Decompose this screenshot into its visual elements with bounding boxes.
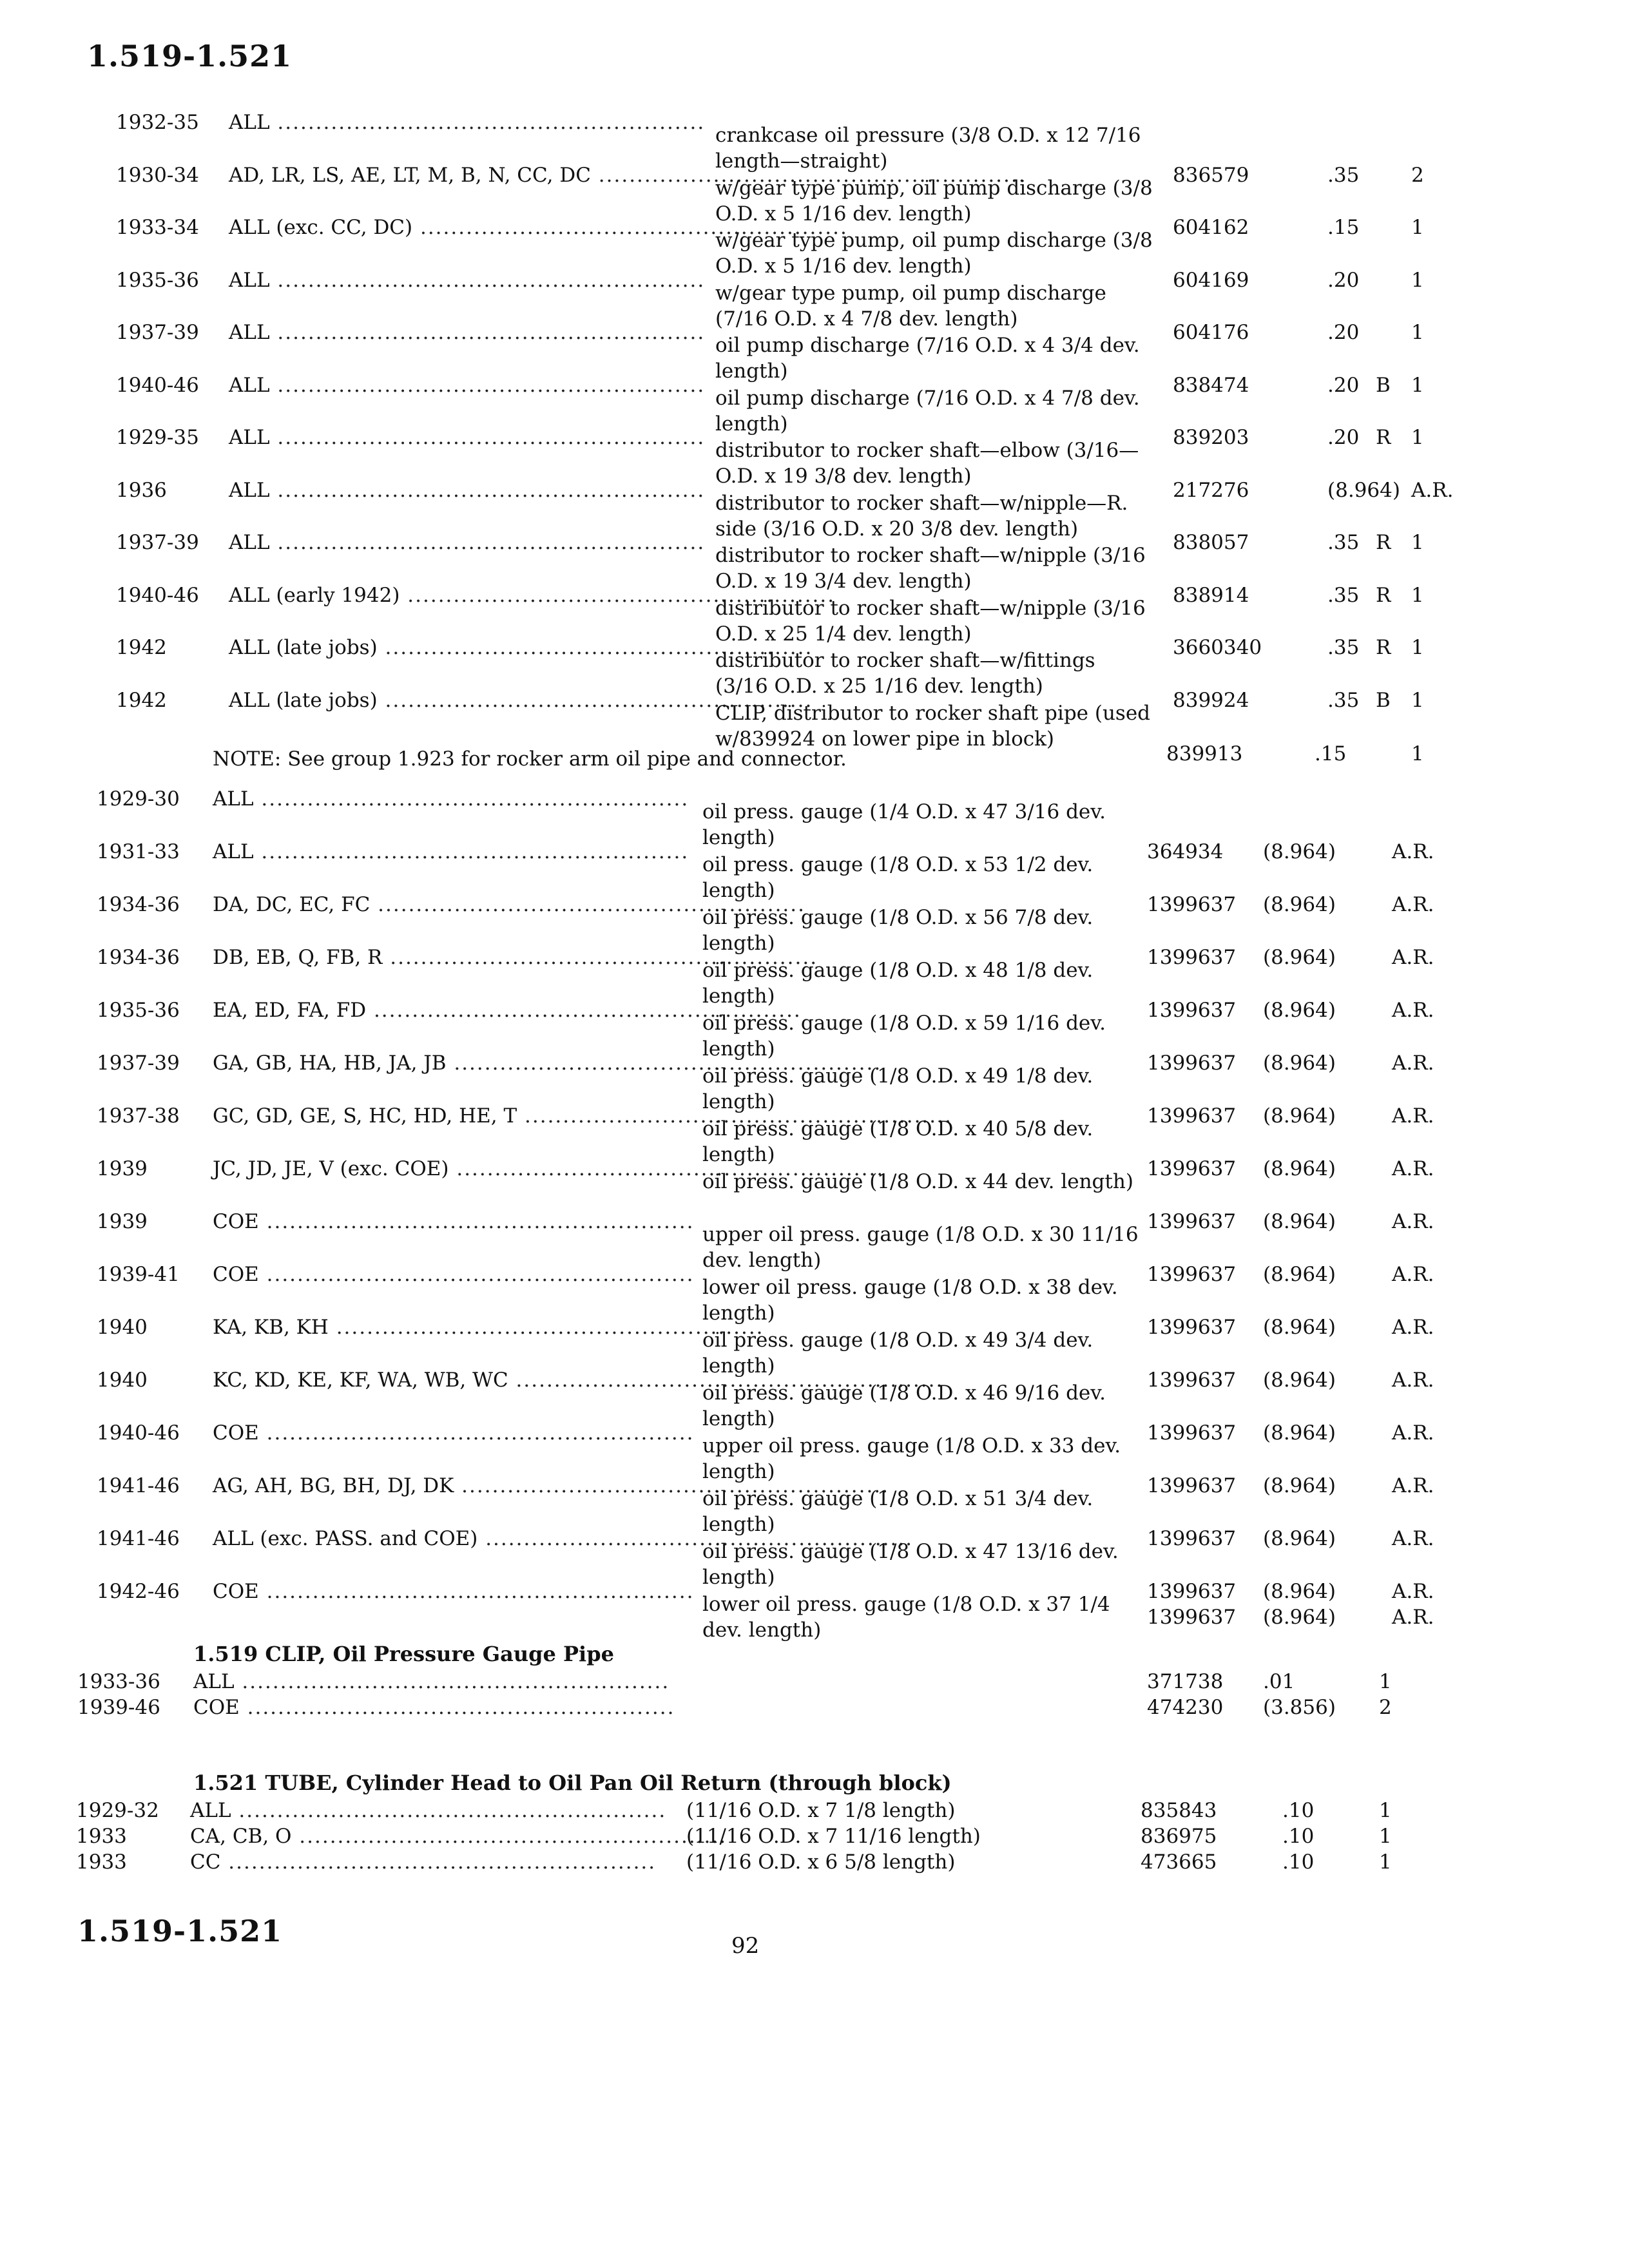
g1521-price: .10	[1282, 1850, 1315, 1874]
b-price: (8.964)	[1263, 1104, 1336, 1128]
a-year: 1942	[116, 688, 167, 712]
b-price: (8.964)	[1263, 1052, 1336, 1075]
a-description: w/gear type pump, oil pump discharge (3/8 O.D. x 5 1/16 dev. length)	[715, 229, 1153, 278]
b-description: oil press. gauge (1/8 O.D. x 53 1/2 dev. length)	[702, 853, 1094, 902]
a-row	[0, 687, 1629, 751]
b-part-number: 364934	[1147, 840, 1224, 863]
b-models: ALL .....	[213, 839, 689, 865]
g1519-models: COE .....	[193, 1695, 675, 1720]
b-price: (8.964)	[1263, 1527, 1336, 1550]
g1519-price: .01	[1263, 1670, 1295, 1693]
b-price: (8.964)	[1263, 1316, 1336, 1339]
b-models: DA, DC, EC, FC .....	[213, 892, 805, 918]
a-qty: 1	[1411, 373, 1424, 397]
a-row	[0, 215, 1629, 278]
b-models: KC, KD, KE, KF, WA, WB, WC .....	[213, 1367, 943, 1393]
b-description: oil press. gauge (1/8 O.D. x 51 3/4 dev. length)	[702, 1487, 1094, 1536]
b-year: 1941-46	[97, 1527, 180, 1550]
g1521-description: (11/16 O.D. x 6 5/8 length)	[686, 1850, 956, 1874]
a-code: R	[1376, 583, 1391, 607]
a-description: CLIP, distributor to rocker shaft pipe (used w/839924 on lower pipe in block)	[715, 701, 1151, 751]
b-year: 1929-30	[97, 787, 180, 811]
b-price: (8.964)	[1263, 1421, 1336, 1445]
a-year: 1932-35	[116, 111, 199, 134]
a-code: R	[1376, 636, 1391, 659]
b-models: GA, GB, HA, HB, JA, JB .....	[213, 1050, 882, 1076]
b-qty: A.R.	[1392, 1157, 1434, 1180]
a-qty: A.R.	[1411, 478, 1454, 502]
b-part-number: 1399637	[1147, 1527, 1237, 1550]
a-row	[0, 635, 1629, 698]
b-part-number: 1399637	[1147, 1369, 1237, 1392]
b-row	[0, 997, 1629, 1061]
page-number: 92	[731, 1933, 760, 1959]
b-part-number: 1399637	[1147, 1157, 1237, 1180]
b-description: oil press. gauge (1/4 O.D. x 47 3/16 dev. length)	[702, 800, 1106, 849]
g1521-description: (11/16 O.D. x 7 1/8 length)	[686, 1799, 956, 1822]
a-year: 1940-46	[116, 373, 199, 397]
a-qty: 1	[1411, 531, 1424, 554]
a-qty: 1	[1411, 426, 1424, 449]
a-row	[0, 267, 1629, 331]
b-year: 1935-36	[97, 999, 180, 1022]
a-price: (8.964)	[1327, 478, 1400, 502]
b-year: 1940	[97, 1369, 148, 1392]
b-models: COE .....	[213, 1262, 694, 1287]
a-description: w/gear type pump, oil pump discharge (7/16 O.D. x 4 7/8 dev. length)	[715, 281, 1106, 331]
a-year: 1933-34	[116, 216, 199, 239]
b-qty: A.R.	[1392, 1369, 1434, 1392]
b-qty: A.R.	[1392, 1527, 1434, 1550]
b-price: (8.964)	[1263, 1157, 1336, 1180]
b-qty: A.R.	[1392, 1052, 1434, 1075]
b-row	[0, 786, 1629, 849]
b-row	[0, 892, 1629, 955]
a-qty: 1	[1411, 688, 1424, 712]
b-row	[0, 1103, 1629, 1166]
b-qty: A.R.	[1392, 840, 1434, 863]
b-price: (8.964)	[1263, 1210, 1336, 1233]
b-row	[0, 1209, 1629, 1272]
b-part-number: 1399637	[1147, 999, 1237, 1022]
b-qty: A.R.	[1392, 999, 1434, 1022]
a-row	[0, 372, 1629, 436]
b-part-number: 1399637	[1147, 1474, 1237, 1497]
b-price: (8.964)	[1263, 1474, 1336, 1497]
g1519-row	[0, 1669, 1629, 1695]
a-price: .35	[1327, 583, 1360, 607]
a-description: distributor to rocker shaft—w/nipple (3/16 O.D. x 25 1/4 dev. length)	[715, 596, 1146, 646]
a-qty: 1	[1411, 268, 1424, 292]
a-part-number: 604176	[1173, 321, 1249, 344]
a-models: ALL (late jobs) .....	[229, 635, 813, 660]
b-part-number: 1399637	[1147, 1580, 1237, 1603]
a-description: distributor to rocker shaft—w/nipple (3/16 O.D. x 19 3/4 dev. length)	[715, 544, 1146, 593]
a-price: .15	[1327, 216, 1360, 239]
b-row	[0, 1579, 1629, 1642]
last-b-qty: A.R.	[1392, 1606, 1434, 1629]
g1521-year: 1933	[76, 1850, 127, 1874]
last-b-part: 1399637	[1147, 1606, 1237, 1629]
a-part-number: 838474	[1173, 373, 1249, 397]
last-b-price: (8.964)	[1263, 1606, 1336, 1629]
a-description: distributor to rocker shaft—w/fittings (3/16 O.D. x 25 1/16 dev. length)	[715, 649, 1095, 698]
b-description: oil press. gauge (1/8 O.D. x 59 1/16 dev. length)	[702, 1012, 1106, 1061]
a-year: 1930-34	[116, 163, 199, 187]
b-price: (8.964)	[1263, 893, 1336, 916]
a-price: .35	[1327, 688, 1360, 712]
a-part-number: 217276	[1173, 478, 1249, 502]
a-year: 1942	[116, 636, 167, 659]
b-price: (8.964)	[1263, 1580, 1336, 1603]
g1521-price: .10	[1282, 1825, 1315, 1848]
clip-price: .15	[1315, 742, 1347, 765]
a-year: 1935-36	[116, 268, 199, 292]
a-qty: 1	[1411, 583, 1424, 607]
a-price: .35	[1327, 163, 1360, 187]
g1521-year: 1933	[76, 1825, 127, 1848]
a-price: .20	[1327, 373, 1360, 397]
b-qty: A.R.	[1392, 1316, 1434, 1339]
b-row	[0, 1314, 1629, 1378]
a-qty: 2	[1411, 163, 1424, 187]
a-year: 1929-35	[116, 426, 199, 449]
b-row	[0, 839, 1629, 902]
a-description: w/gear type pump, oil pump discharge (3/8 O.D. x 5 1/16 dev. length)	[715, 176, 1153, 226]
g1521-models: CA, CB, O .....	[190, 1823, 727, 1849]
b-qty: A.R.	[1392, 1263, 1434, 1286]
b-description: oil press. gauge (1/8 O.D. x 44 dev. length)	[702, 1170, 1133, 1193]
a-description: distributor to rocker shaft—w/nipple—R. side (3/16 O.D. x 20 3/8 dev. length)	[715, 491, 1128, 541]
a-description: distributor to rocker shaft—elbow (3/16—O.D. x 19 3/8 dev. length)	[715, 439, 1139, 488]
b-description: oil press. gauge (1/8 O.D. x 46 9/16 dev. length)	[702, 1381, 1106, 1430]
a-qty: 1	[1411, 321, 1424, 344]
g1519-qty: 2	[1379, 1696, 1392, 1719]
b-models: GC, GD, GE, S, HC, HD, HE, T .....	[213, 1103, 952, 1129]
g1521-row	[0, 1798, 1629, 1823]
a-qty: 1	[1411, 636, 1424, 659]
a-year: 1936	[116, 478, 167, 502]
a-row	[0, 110, 1629, 173]
last-b-row	[0, 1604, 1629, 1630]
b-description: oil press. gauge (1/8 O.D. x 49 3/4 dev. length)	[702, 1329, 1094, 1378]
a-part-number: 836579	[1173, 163, 1249, 187]
b-models: AG, AH, BG, BH, DJ, DK .....	[213, 1473, 889, 1499]
a-part-number: 604169	[1173, 268, 1249, 292]
g1521-qty: 1	[1379, 1825, 1392, 1848]
b-qty: A.R.	[1392, 1104, 1434, 1128]
b-year: 1934-36	[97, 946, 180, 969]
a-part-number: 838057	[1173, 531, 1249, 554]
b-qty: A.R.	[1392, 946, 1434, 969]
b-row	[0, 945, 1629, 1008]
b-part-number: 1399637	[1147, 1421, 1237, 1445]
b-description: oil press. gauge (1/8 O.D. x 47 13/16 dev. length)	[702, 1540, 1119, 1589]
b-description: upper oil press. gauge (1/8 O.D. x 30 11/16 dev. length)	[702, 1223, 1139, 1272]
a-row	[0, 425, 1629, 488]
a-models: ALL .....	[229, 530, 705, 555]
a-part-number: 838914	[1173, 583, 1249, 607]
b-row	[0, 1473, 1629, 1536]
b-description: oil press. gauge (1/8 O.D. x 48 1/8 dev. length)	[702, 959, 1094, 1008]
a-row	[0, 582, 1629, 646]
a-row	[0, 162, 1629, 226]
a-price: .20	[1327, 321, 1360, 344]
g1521-qty: 1	[1379, 1799, 1392, 1822]
g1521-part-number: 473665	[1141, 1850, 1217, 1874]
a-row	[0, 477, 1629, 541]
a-part-number: 839924	[1173, 688, 1249, 712]
g1521-price: .10	[1282, 1799, 1315, 1822]
b-qty: A.R.	[1392, 1580, 1434, 1603]
g1519-year: 1933-36	[77, 1670, 160, 1693]
b-year: 1939	[97, 1210, 148, 1233]
clip-qty: 1	[1411, 742, 1424, 765]
g1521-qty: 1	[1379, 1850, 1392, 1874]
b-year: 1939	[97, 1157, 148, 1180]
b-models: DB, EB, Q, FB, R .....	[213, 945, 818, 970]
b-models: JC, JD, JE, V (exc. COE) .....	[213, 1156, 884, 1182]
g1519-part-number: 371738	[1147, 1670, 1224, 1693]
a-models: ALL .....	[229, 110, 705, 135]
b-year: 1937-38	[97, 1104, 180, 1128]
b-qty: A.R.	[1392, 1421, 1434, 1445]
a-price: .35	[1327, 636, 1360, 659]
b-models: COE .....	[213, 1209, 694, 1235]
a-models: AD, LR, LS, AE, LT, M, B, N, CC, DC .....	[229, 162, 1027, 188]
g1519-price: (3.856)	[1263, 1696, 1336, 1719]
b-year: 1942-46	[97, 1580, 180, 1603]
b-part-number: 1399637	[1147, 1210, 1237, 1233]
page-header-bottom: 1.519-1.521	[77, 1914, 283, 1948]
b-qty: A.R.	[1392, 1474, 1434, 1497]
a-part-number: 839203	[1173, 426, 1249, 449]
a-price: .20	[1327, 268, 1360, 292]
b-part-number: 1399637	[1147, 1316, 1237, 1339]
clip-part: 839913	[1166, 742, 1243, 765]
b-year: 1934-36	[97, 893, 180, 916]
b-part-number: 1399637	[1147, 1052, 1237, 1075]
a-part-number: 604162	[1173, 216, 1249, 239]
g1521-row	[0, 1849, 1629, 1875]
a-models: ALL .....	[229, 477, 705, 503]
a-models: ALL (late jobs) .....	[229, 687, 813, 713]
b-part-number: 1399637	[1147, 893, 1237, 916]
a-models: ALL .....	[229, 267, 705, 293]
b-year: 1937-39	[97, 1052, 180, 1075]
b-models: EA, ED, FA, FD .....	[213, 997, 802, 1023]
b-models: ALL (exc. PASS. and COE) .....	[213, 1526, 913, 1552]
g1519-year: 1939-46	[77, 1696, 160, 1719]
a-part-number: 3660340	[1173, 636, 1262, 659]
g1521-row	[0, 1823, 1629, 1849]
a-code: B	[1376, 688, 1391, 712]
b-models: COE .....	[213, 1420, 694, 1446]
a-description: crankcase oil pressure (3/8 O.D. x 12 7/16 length—straight)	[715, 124, 1141, 173]
b-part-number: 1399637	[1147, 1263, 1237, 1286]
a-models: ALL (exc. CC, DC) .....	[229, 215, 848, 240]
b-description: upper oil press. gauge (1/8 O.D. x 33 dev. length)	[702, 1434, 1121, 1483]
b-description: oil press. gauge (1/8 O.D. x 49 1/8 dev. length)	[702, 1064, 1094, 1113]
note-text: NOTE: See group 1.923 for rocker arm oil pipe and connector.	[213, 747, 847, 771]
a-description: oil pump discharge (7/16 O.D. x 4 7/8 dev. length)	[715, 386, 1140, 436]
g1521-part-number: 835843	[1141, 1799, 1217, 1822]
b-part-number: 1399637	[1147, 1104, 1237, 1128]
a-description: oil pump discharge (7/16 O.D. x 4 3/4 dev. length)	[715, 334, 1140, 383]
b-row	[0, 1420, 1629, 1483]
a-code: R	[1376, 531, 1391, 554]
b-part-number: 1399637	[1147, 946, 1237, 969]
a-models: ALL (early 1942) .....	[229, 582, 835, 608]
g1519-row	[0, 1695, 1629, 1720]
b-price: (8.964)	[1263, 1369, 1336, 1392]
g1519-qty: 1	[1379, 1670, 1392, 1693]
g1521-year: 1929-32	[76, 1799, 159, 1822]
group-1521-heading: 1.521 TUBE, Cylinder Head to Oil Pan Oil Return (through block)	[193, 1771, 952, 1795]
g1519-models: ALL .....	[193, 1669, 670, 1695]
g1519-part-number: 474230	[1147, 1696, 1224, 1719]
b-price: (8.964)	[1263, 1263, 1336, 1286]
b-models: COE .....	[213, 1579, 694, 1604]
b-description: oil press. gauge (1/8 O.D. x 56 7/8 dev. length)	[702, 906, 1094, 955]
b-row	[0, 1367, 1629, 1430]
g1521-description: (11/16 O.D. x 7 11/16 length)	[686, 1825, 981, 1848]
a-code: R	[1376, 426, 1391, 449]
a-models: ALL .....	[229, 320, 705, 345]
b-year: 1941-46	[97, 1474, 180, 1497]
b-row	[0, 1156, 1629, 1193]
b-row	[0, 1050, 1629, 1113]
a-price: .20	[1327, 426, 1360, 449]
a-year: 1937-39	[116, 321, 199, 344]
b-description: lower oil press. gauge (1/8 O.D. x 38 dev. length)	[702, 1276, 1118, 1325]
b-year: 1931-33	[97, 840, 180, 863]
a-models: ALL .....	[229, 425, 705, 450]
b-row	[0, 1526, 1629, 1589]
b-description: lower oil press. gauge (1/8 O.D. x 37 1/4 dev. length)	[702, 1593, 1110, 1642]
b-price: (8.964)	[1263, 999, 1336, 1022]
a-models: ALL .....	[229, 372, 705, 398]
a-qty: 1	[1411, 216, 1424, 239]
a-year: 1937-39	[116, 531, 199, 554]
a-row	[0, 320, 1629, 383]
g1521-models: CC .....	[190, 1849, 656, 1875]
b-qty: A.R.	[1392, 1210, 1434, 1233]
b-models: ALL .....	[213, 786, 689, 812]
g1521-models: ALL .....	[190, 1798, 666, 1823]
b-year: 1940	[97, 1316, 148, 1339]
b-description: oil press. gauge (1/8 O.D. x 40 5/8 dev. length)	[702, 1117, 1094, 1166]
b-price: (8.964)	[1263, 840, 1336, 863]
b-row	[0, 1262, 1629, 1325]
page-header-top: 1.519-1.521	[87, 39, 293, 73]
group-1519-heading: 1.519 CLIP, Oil Pressure Gauge Pipe	[193, 1642, 614, 1666]
g1521-part-number: 836975	[1141, 1825, 1217, 1848]
a-row	[0, 530, 1629, 593]
b-qty: A.R.	[1392, 893, 1434, 916]
b-year: 1939-41	[97, 1263, 180, 1286]
b-models: KA, KB, KH .....	[213, 1314, 764, 1340]
a-code: B	[1376, 373, 1391, 397]
b-year: 1940-46	[97, 1421, 180, 1445]
a-year: 1940-46	[116, 583, 199, 607]
a-price: .35	[1327, 531, 1360, 554]
b-price: (8.964)	[1263, 946, 1336, 969]
